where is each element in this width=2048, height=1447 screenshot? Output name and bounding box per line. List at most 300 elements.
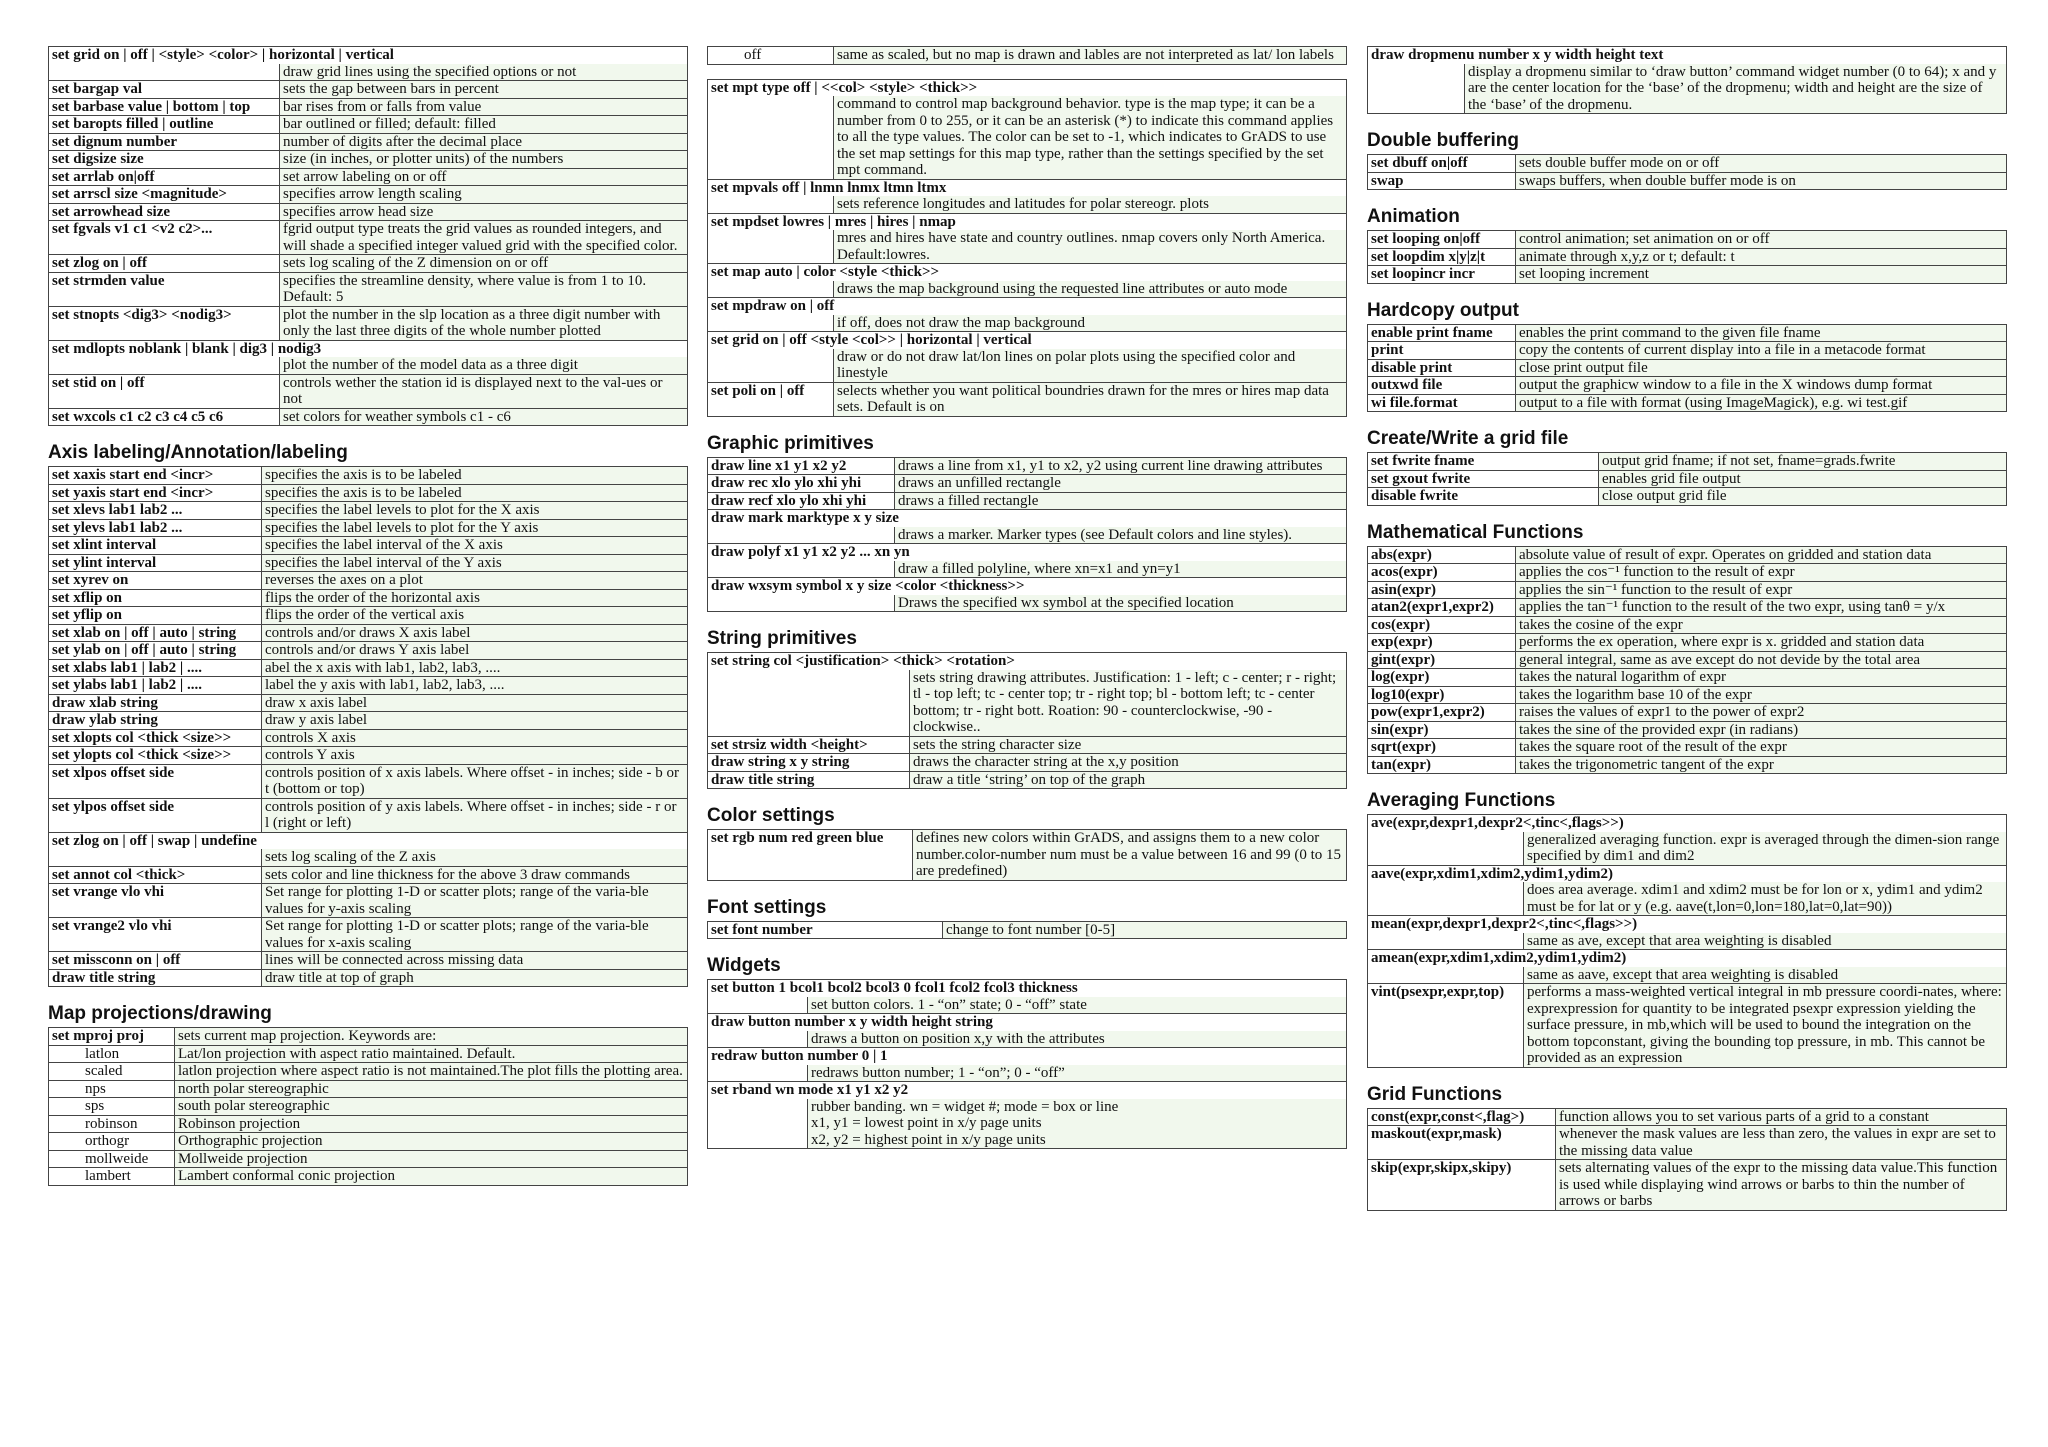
command-description: applies the sin⁻¹ function to the result of expr xyxy=(1516,581,2007,599)
table-row xyxy=(49,849,688,866)
command-description: output to a file with format (using ImageMagick), e.g. wi test.gif xyxy=(1516,394,2007,412)
table-row xyxy=(708,332,1347,349)
column-3 xyxy=(1367,46,2007,1211)
table-row xyxy=(49,1115,688,1133)
table-row xyxy=(1368,155,2007,173)
table-row xyxy=(49,747,688,765)
command-description: draw a title ‘string’ on top of the graph xyxy=(910,771,1347,789)
command-syntax: set xaxis start end <incr> xyxy=(49,467,262,485)
table-row xyxy=(1368,394,2007,412)
table-row xyxy=(49,624,688,642)
table-row xyxy=(49,866,688,884)
table-row xyxy=(708,921,1347,939)
table-row xyxy=(708,264,1347,281)
command-table xyxy=(1367,546,2007,775)
table-row xyxy=(1368,651,2007,669)
command-syntax: atan2(expr1,expr2) xyxy=(1368,599,1516,617)
command-table xyxy=(48,46,688,426)
command-table xyxy=(707,79,1347,417)
blank-cell xyxy=(1368,933,1524,950)
command-syntax: set barbase value | bottom | top xyxy=(49,98,280,116)
command-syntax: pow(expr1,expr2) xyxy=(1368,704,1516,722)
command-description: same as scaled, but no map is drawn and lables are not interpreted as lat/ lon labels xyxy=(834,47,1347,65)
blank-cell xyxy=(708,230,834,264)
command-description: redraws button number; 1 - “on”; 0 - “off” xyxy=(808,1065,1347,1082)
command-description: draws a line from x1, y1 to x2, y2 using current line drawing attributes xyxy=(895,457,1347,475)
table-row xyxy=(1368,686,2007,704)
table-row xyxy=(49,642,688,660)
command-description: Lambert conformal conic projection xyxy=(175,1168,688,1186)
command-description: number of digits after the decimal place xyxy=(280,133,688,151)
command-description: draws a button on position x,y with the attributes xyxy=(808,1031,1347,1048)
section-gap xyxy=(707,417,1347,431)
command-syntax: draw ylab string xyxy=(49,712,262,730)
command-syntax: set xlabs lab1 | lab2 | .... xyxy=(49,659,262,677)
table-row xyxy=(708,595,1347,612)
command-description: selects whether you want political boundries drawn for the mres or hires map data sets. Default is on xyxy=(834,382,1347,416)
command-description: raises the values of expr1 to the power of expr2 xyxy=(1516,704,2007,722)
command-syntax: set poli on | off xyxy=(708,382,834,416)
table-row xyxy=(1368,324,2007,342)
section-gap xyxy=(1367,1068,2007,1082)
table-row xyxy=(1368,832,2007,866)
blank-cell xyxy=(1368,64,1465,114)
command-description: sets current map projection. Keywords are: xyxy=(175,1028,688,1046)
command-description: Set range for plotting 1-D or scatter plots; range of the varia-ble values for y-axis scaling xyxy=(262,884,688,918)
table-row xyxy=(1368,616,2007,634)
command-description: takes the natural logarithm of expr xyxy=(1516,669,2007,687)
command-description: enables grid file output xyxy=(1599,470,2007,488)
table-row xyxy=(708,736,1347,754)
table-row xyxy=(708,561,1347,578)
command-description: south polar stereographic xyxy=(175,1098,688,1116)
table-row xyxy=(708,196,1347,213)
command-syntax: set button 1 bcol1 bcol2 bcol3 0 fcol1 fcol2 fcol3 thickness xyxy=(708,980,1347,997)
table-row xyxy=(708,349,1347,383)
table-row xyxy=(1368,64,2007,114)
blank-cell xyxy=(708,1099,808,1149)
blank-cell xyxy=(708,196,834,213)
command-description: sets color and line thickness for the above 3 draw commands xyxy=(262,866,688,884)
command-syntax: sin(expr) xyxy=(1368,721,1516,739)
table-row xyxy=(49,1098,688,1116)
table-row xyxy=(49,1133,688,1151)
table-row xyxy=(708,492,1347,510)
command-description: takes the trigonometric tangent of the expr xyxy=(1516,756,2007,774)
command-description: controls and/or draws Y axis label xyxy=(262,642,688,660)
table-row xyxy=(708,980,1347,997)
section-title: Create/Write a grid file xyxy=(1367,428,1569,449)
command-syntax: set xlab on | off | auto | string xyxy=(49,624,262,642)
command-syntax: wi file.format xyxy=(1368,394,1516,412)
section-title: Map projections/drawing xyxy=(48,1003,272,1024)
command-syntax: set zlog on | off xyxy=(49,255,280,273)
command-description: animate through x,y,z or t; default: t xyxy=(1516,248,2007,266)
table-row xyxy=(49,374,688,408)
command-description: close print output file xyxy=(1516,359,2007,377)
table-row xyxy=(708,1082,1347,1099)
table-row xyxy=(49,357,688,374)
option-keyword: robinson xyxy=(49,1115,175,1133)
command-description: change to font number [0-5] xyxy=(943,921,1347,939)
blank-cell xyxy=(708,561,895,578)
column-1 xyxy=(48,46,688,1186)
command-description: close output grid file xyxy=(1599,488,2007,506)
command-description: controls Y axis xyxy=(262,747,688,765)
command-syntax: set vrange vlo vhi xyxy=(49,884,262,918)
command-syntax: draw mark marktype x y size xyxy=(708,510,1347,527)
table-row xyxy=(1368,1108,2007,1126)
table-row xyxy=(49,712,688,730)
option-keyword: mollweide xyxy=(49,1150,175,1168)
command-syntax: set mdlopts noblank | blank | dig3 | nodig3 xyxy=(49,340,688,357)
table-row xyxy=(49,537,688,555)
table-row xyxy=(1368,581,2007,599)
command-syntax: set ylpos offset side xyxy=(49,798,262,832)
command-description: specifies the label levels to plot for the Y axis xyxy=(262,519,688,537)
table-row xyxy=(49,729,688,747)
command-syntax: set bargap val xyxy=(49,81,280,99)
command-syntax: sqrt(expr) xyxy=(1368,739,1516,757)
table-row xyxy=(1368,815,2007,832)
command-syntax: ave(expr,dexpr1,dexpr2<,tinc<,flags>>) xyxy=(1368,815,2007,832)
command-description: controls X axis xyxy=(262,729,688,747)
command-syntax: outxwd file xyxy=(1368,377,1516,395)
command-description: specifies arrow head size xyxy=(280,203,688,221)
command-description: specifies the label interval of the Y axis xyxy=(262,554,688,572)
command-syntax: set arrscl size <magnitude> xyxy=(49,186,280,204)
command-syntax: set ylab on | off | auto | string xyxy=(49,642,262,660)
command-syntax: draw polyf x1 y1 x2 y2 ... xn yn xyxy=(708,544,1347,561)
table-row xyxy=(1368,359,2007,377)
command-table xyxy=(48,1027,688,1186)
command-description: flips the order of the vertical axis xyxy=(262,607,688,625)
table-row xyxy=(1368,47,2007,64)
table-row xyxy=(49,554,688,572)
command-description: Robinson projection xyxy=(175,1115,688,1133)
command-syntax: set grid on | off <style <col>> | horizontal | vertical xyxy=(708,332,1347,349)
table-row xyxy=(708,79,1347,96)
table-row xyxy=(49,47,688,64)
command-syntax: set xlpos offset side xyxy=(49,764,262,798)
command-description: function allows you to set various parts of a grid to a constant xyxy=(1556,1108,2007,1126)
command-syntax: set yflip on xyxy=(49,607,262,625)
command-syntax: cos(expr) xyxy=(1368,616,1516,634)
table-row xyxy=(708,213,1347,230)
command-description: specifies arrow length scaling xyxy=(280,186,688,204)
table-row xyxy=(49,589,688,607)
table-row xyxy=(708,1031,1347,1048)
table-row xyxy=(49,168,688,186)
table-row xyxy=(49,884,688,918)
section-gap xyxy=(1367,412,2007,426)
table-row xyxy=(1368,865,2007,882)
command-syntax: print xyxy=(1368,342,1516,360)
command-description: takes the square root of the result of the expr xyxy=(1516,739,2007,757)
blank-cell xyxy=(1368,967,1524,984)
command-description: draws a marker. Marker types (see Default colors and line styles). xyxy=(895,527,1347,544)
command-description: Draws the specified wx symbol at the specified location xyxy=(895,595,1347,612)
table-row xyxy=(49,81,688,99)
command-syntax: gint(expr) xyxy=(1368,651,1516,669)
command-description: controls position of x axis labels. Where offset - in inches; side - b or t (bottom or top) xyxy=(262,764,688,798)
table-row xyxy=(708,997,1347,1014)
command-description: generalized averaging function. expr is averaged through the dimen-sion range specified by dim1 and dim2 xyxy=(1524,832,2007,866)
section-title: Animation xyxy=(1367,206,1460,227)
table-row xyxy=(49,694,688,712)
command-description: set looping increment xyxy=(1516,266,2007,284)
table-row xyxy=(49,1080,688,1098)
command-syntax: set mpvals off | lnmn lnmx ltmn ltmx xyxy=(708,179,1347,196)
command-syntax: asin(expr) xyxy=(1368,581,1516,599)
command-syntax: set rband wn mode x1 y1 x2 y2 xyxy=(708,1082,1347,1099)
table-row xyxy=(49,1045,688,1063)
command-description: performs a mass-weighted vertical integral in mb pressure coordi-nates, where: exprexpression for quantity to be integrated psexpr expression yielding the surface pressure, in mb,which will be used to bound the integration on the bottom topconstant, giving the bounding top pressure, in mb. This cannot be provided as an expression xyxy=(1524,984,2007,1068)
command-description: command to control map background behavior. type is the map type; it can be a number from 0 to 255, or it can be an asterisk (*) to indicate this command applies to all the type values. The color can be set to -1, which indicates to GrADS to use the set map settings for this map type, rather than the settings specified by the set mpt command. xyxy=(834,96,1347,179)
command-syntax: skip(expr,skipx,skipy) xyxy=(1368,1160,1556,1211)
section-gap xyxy=(48,426,688,440)
table-row xyxy=(49,519,688,537)
section-title: String primitives xyxy=(707,628,857,649)
command-table xyxy=(1367,46,2007,114)
command-syntax: draw wxsym symbol x y size <color <thickness>> xyxy=(708,578,1347,595)
table-row xyxy=(1368,669,2007,687)
table-row xyxy=(1368,231,2007,249)
table-row xyxy=(708,382,1347,416)
command-syntax: set gxout fwrite xyxy=(1368,470,1599,488)
option-keyword: lambert xyxy=(49,1168,175,1186)
command-description: draw a filled polyline, where xn=x1 and yn=y1 xyxy=(895,561,1347,578)
table-row xyxy=(708,475,1347,493)
command-syntax: tan(expr) xyxy=(1368,756,1516,774)
command-syntax: set ylabs lab1 | lab2 | .... xyxy=(49,677,262,695)
command-syntax: draw rec xlo ylo xhi yhi xyxy=(708,475,895,493)
table-row xyxy=(1368,172,2007,190)
command-description: set arrow labeling on or off xyxy=(280,168,688,186)
command-description: draw grid lines using the specified options or not xyxy=(280,64,688,81)
command-description: specifies the label interval of the X axis xyxy=(262,537,688,555)
table-row xyxy=(49,116,688,134)
section-title: Averaging Functions xyxy=(1367,790,1556,811)
command-syntax: mean(expr,dexpr1,dexpr2<,tinc<,flags>>) xyxy=(1368,916,2007,933)
command-description: draw or do not draw lat/lon lines on polar plots using the specified color and linestyle xyxy=(834,349,1347,383)
table-row xyxy=(1368,546,2007,564)
section-gap xyxy=(707,65,1347,79)
command-description: bar rises from or falls from value xyxy=(280,98,688,116)
command-description: rubber banding. wn = widget #; mode = box or line x1, y1 = lowest point in x/y page units x2, y2 = highest point in x/y page units xyxy=(808,1099,1347,1149)
command-syntax: set font number xyxy=(708,921,943,939)
table-row xyxy=(708,1065,1347,1082)
table-row xyxy=(1368,882,2007,916)
command-syntax: set arrlab on|off xyxy=(49,168,280,186)
command-description: lines will be connected across missing data xyxy=(262,952,688,970)
command-description: draws the character string at the x,y position xyxy=(910,754,1347,772)
option-keyword: latlon xyxy=(49,1045,175,1063)
option-keyword: orthogr xyxy=(49,1133,175,1151)
section-gap xyxy=(48,987,688,1001)
command-syntax: set stid on | off xyxy=(49,374,280,408)
blank-cell xyxy=(1368,882,1524,916)
section-title: Font settings xyxy=(707,896,827,918)
blank-cell xyxy=(708,1065,808,1082)
table-row xyxy=(49,272,688,306)
command-description: specifies the label levels to plot for the X axis xyxy=(262,502,688,520)
command-syntax: set dignum number xyxy=(49,133,280,151)
command-description: general integral, same as ave except do not devide by the total area xyxy=(1516,651,2007,669)
command-description: draws a filled rectangle xyxy=(895,492,1347,510)
command-syntax: log(expr) xyxy=(1368,669,1516,687)
table-row xyxy=(1368,470,2007,488)
table-row xyxy=(708,1099,1347,1149)
command-syntax: set map auto | color <style <thick>> xyxy=(708,264,1347,281)
command-description: does area average. xdim1 and xdim2 must be for lon or x, ydim1 and ydim2 must be for lat or y (e.g. aave(t,lon=0,lon=180,lat=0,lat=90)) xyxy=(1524,882,2007,916)
table-row xyxy=(49,502,688,520)
command-table xyxy=(1367,1108,2007,1211)
table-row xyxy=(708,544,1347,561)
command-description: takes the sine of the provided expr (in radians) xyxy=(1516,721,2007,739)
command-syntax: redraw button number 0 | 1 xyxy=(708,1048,1347,1065)
command-syntax: set looping on|off xyxy=(1368,231,1516,249)
table-row xyxy=(1368,933,2007,950)
command-syntax: set ylint interval xyxy=(49,554,262,572)
command-syntax: set fwrite fname xyxy=(1368,453,1599,471)
section-title: Graphic primitives xyxy=(707,432,874,454)
command-description: sets log scaling of the Z axis xyxy=(262,849,688,866)
table-row xyxy=(1368,488,2007,506)
table-row xyxy=(49,186,688,204)
table-row xyxy=(49,918,688,952)
command-description: sets double buffer mode on or off xyxy=(1516,155,2007,173)
command-description: display a dropmenu similar to ‘draw button’ command widget number (0 to 64); x and y are the center location for the ‘base’ of the dropmenu; width and height are the size of the ‘base’ of the dropmenu. xyxy=(1465,64,2007,114)
command-description: sets reference longitudes and latitudes for polar stereogr. plots xyxy=(834,196,1347,213)
table-row xyxy=(49,764,688,798)
table-row xyxy=(49,484,688,502)
command-table xyxy=(48,466,688,987)
table-row xyxy=(708,527,1347,544)
command-syntax: set mproj proj xyxy=(49,1028,175,1046)
command-description: draw x axis label xyxy=(262,694,688,712)
command-syntax: set ylevs lab1 lab2 ... xyxy=(49,519,262,537)
table-row xyxy=(708,281,1347,298)
table-row xyxy=(1368,342,2007,360)
command-syntax: enable print fname xyxy=(1368,324,1516,342)
command-syntax: set annot col <thick> xyxy=(49,866,262,884)
command-description: if off, does not draw the map background xyxy=(834,315,1347,332)
table-row xyxy=(49,572,688,590)
table-row xyxy=(49,798,688,832)
blank-cell xyxy=(708,315,834,332)
command-description: same as aave, except that area weighting is disabled xyxy=(1524,967,2007,984)
command-syntax: set xlopts col <thick <size>> xyxy=(49,729,262,747)
table-row xyxy=(708,230,1347,264)
section-gap xyxy=(1367,506,2007,520)
table-row xyxy=(49,677,688,695)
command-description: same as ave, except that area weighting is disabled xyxy=(1524,933,2007,950)
table-row xyxy=(708,830,1347,881)
table-row xyxy=(708,578,1347,595)
command-table xyxy=(707,921,1347,940)
option-keyword: scaled xyxy=(49,1063,175,1081)
section-gap xyxy=(707,939,1347,953)
command-syntax: abs(expr) xyxy=(1368,546,1516,564)
section-title: Double buffering xyxy=(1367,130,1519,151)
table-row xyxy=(1368,1160,2007,1211)
blank-cell xyxy=(708,96,834,179)
command-description: bar outlined or filled; default: filled xyxy=(280,116,688,134)
table-row xyxy=(708,179,1347,196)
table-row xyxy=(1368,266,2007,284)
command-syntax: draw title string xyxy=(708,771,910,789)
command-syntax: disable print xyxy=(1368,359,1516,377)
command-description: takes the logarithm base 10 of the expr xyxy=(1516,686,2007,704)
blank-cell xyxy=(708,527,895,544)
table-row xyxy=(49,969,688,987)
blank-cell xyxy=(49,357,280,374)
command-syntax: exp(expr) xyxy=(1368,634,1516,652)
table-row xyxy=(1368,564,2007,582)
table-row xyxy=(49,832,688,849)
blank-cell xyxy=(708,670,910,737)
section-gap xyxy=(1367,114,2007,128)
command-description: draw y axis label xyxy=(262,712,688,730)
table-row xyxy=(49,1028,688,1046)
command-syntax: set strmden value xyxy=(49,272,280,306)
command-description: set button colors. 1 - “on” state; 0 - “off” state xyxy=(808,997,1347,1014)
table-row xyxy=(49,203,688,221)
table-row xyxy=(49,255,688,273)
blank-cell xyxy=(49,64,280,81)
table-row xyxy=(49,306,688,340)
section-gap xyxy=(1367,284,2007,298)
command-syntax: set digsize size xyxy=(49,151,280,169)
command-syntax: set mpdraw on | off xyxy=(708,298,1347,315)
table-row xyxy=(1368,721,2007,739)
table-row xyxy=(708,653,1347,670)
table-row xyxy=(1368,916,2007,933)
command-syntax: set rgb num red green blue xyxy=(708,830,913,881)
command-syntax: set stnopts <dig3> <nodig3> xyxy=(49,306,280,340)
command-description: label the y axis with lab1, lab2, lab3, .... xyxy=(262,677,688,695)
table-row xyxy=(49,340,688,357)
table-row xyxy=(49,659,688,677)
command-description: swaps buffers, when double buffer mode is on xyxy=(1516,172,2007,190)
table-row xyxy=(1368,739,2007,757)
section-gap xyxy=(1367,190,2007,204)
blank-cell xyxy=(708,595,895,612)
table-row xyxy=(1368,248,2007,266)
table-row xyxy=(49,64,688,81)
command-table xyxy=(1367,814,2007,1068)
option-keyword: sps xyxy=(49,1098,175,1116)
section-gap xyxy=(707,881,1347,895)
command-syntax: set dbuff on|off xyxy=(1368,155,1516,173)
command-table xyxy=(1367,452,2007,506)
command-description: absolute value of result of expr. Operates on gridded and station data xyxy=(1516,546,2007,564)
table-row xyxy=(1368,1126,2007,1160)
command-description: control animation; set animation on or off xyxy=(1516,231,2007,249)
command-description: plot the number of the model data as a three digit xyxy=(280,357,688,374)
command-description: copy the contents of current display into a file in a metacode format xyxy=(1516,342,2007,360)
command-syntax: set wxcols c1 c2 c3 c4 c5 c6 xyxy=(49,408,280,426)
command-description: size (in inches, or plotter units) of the numbers xyxy=(280,151,688,169)
table-row xyxy=(49,952,688,970)
command-syntax: draw xlab string xyxy=(49,694,262,712)
command-description: performs the ex operation, where expr is x. gridded and station data xyxy=(1516,634,2007,652)
table-row xyxy=(708,510,1347,527)
table-row xyxy=(1368,950,2007,967)
command-syntax: set vrange2 vlo vhi xyxy=(49,918,262,952)
table-row xyxy=(1368,599,2007,617)
